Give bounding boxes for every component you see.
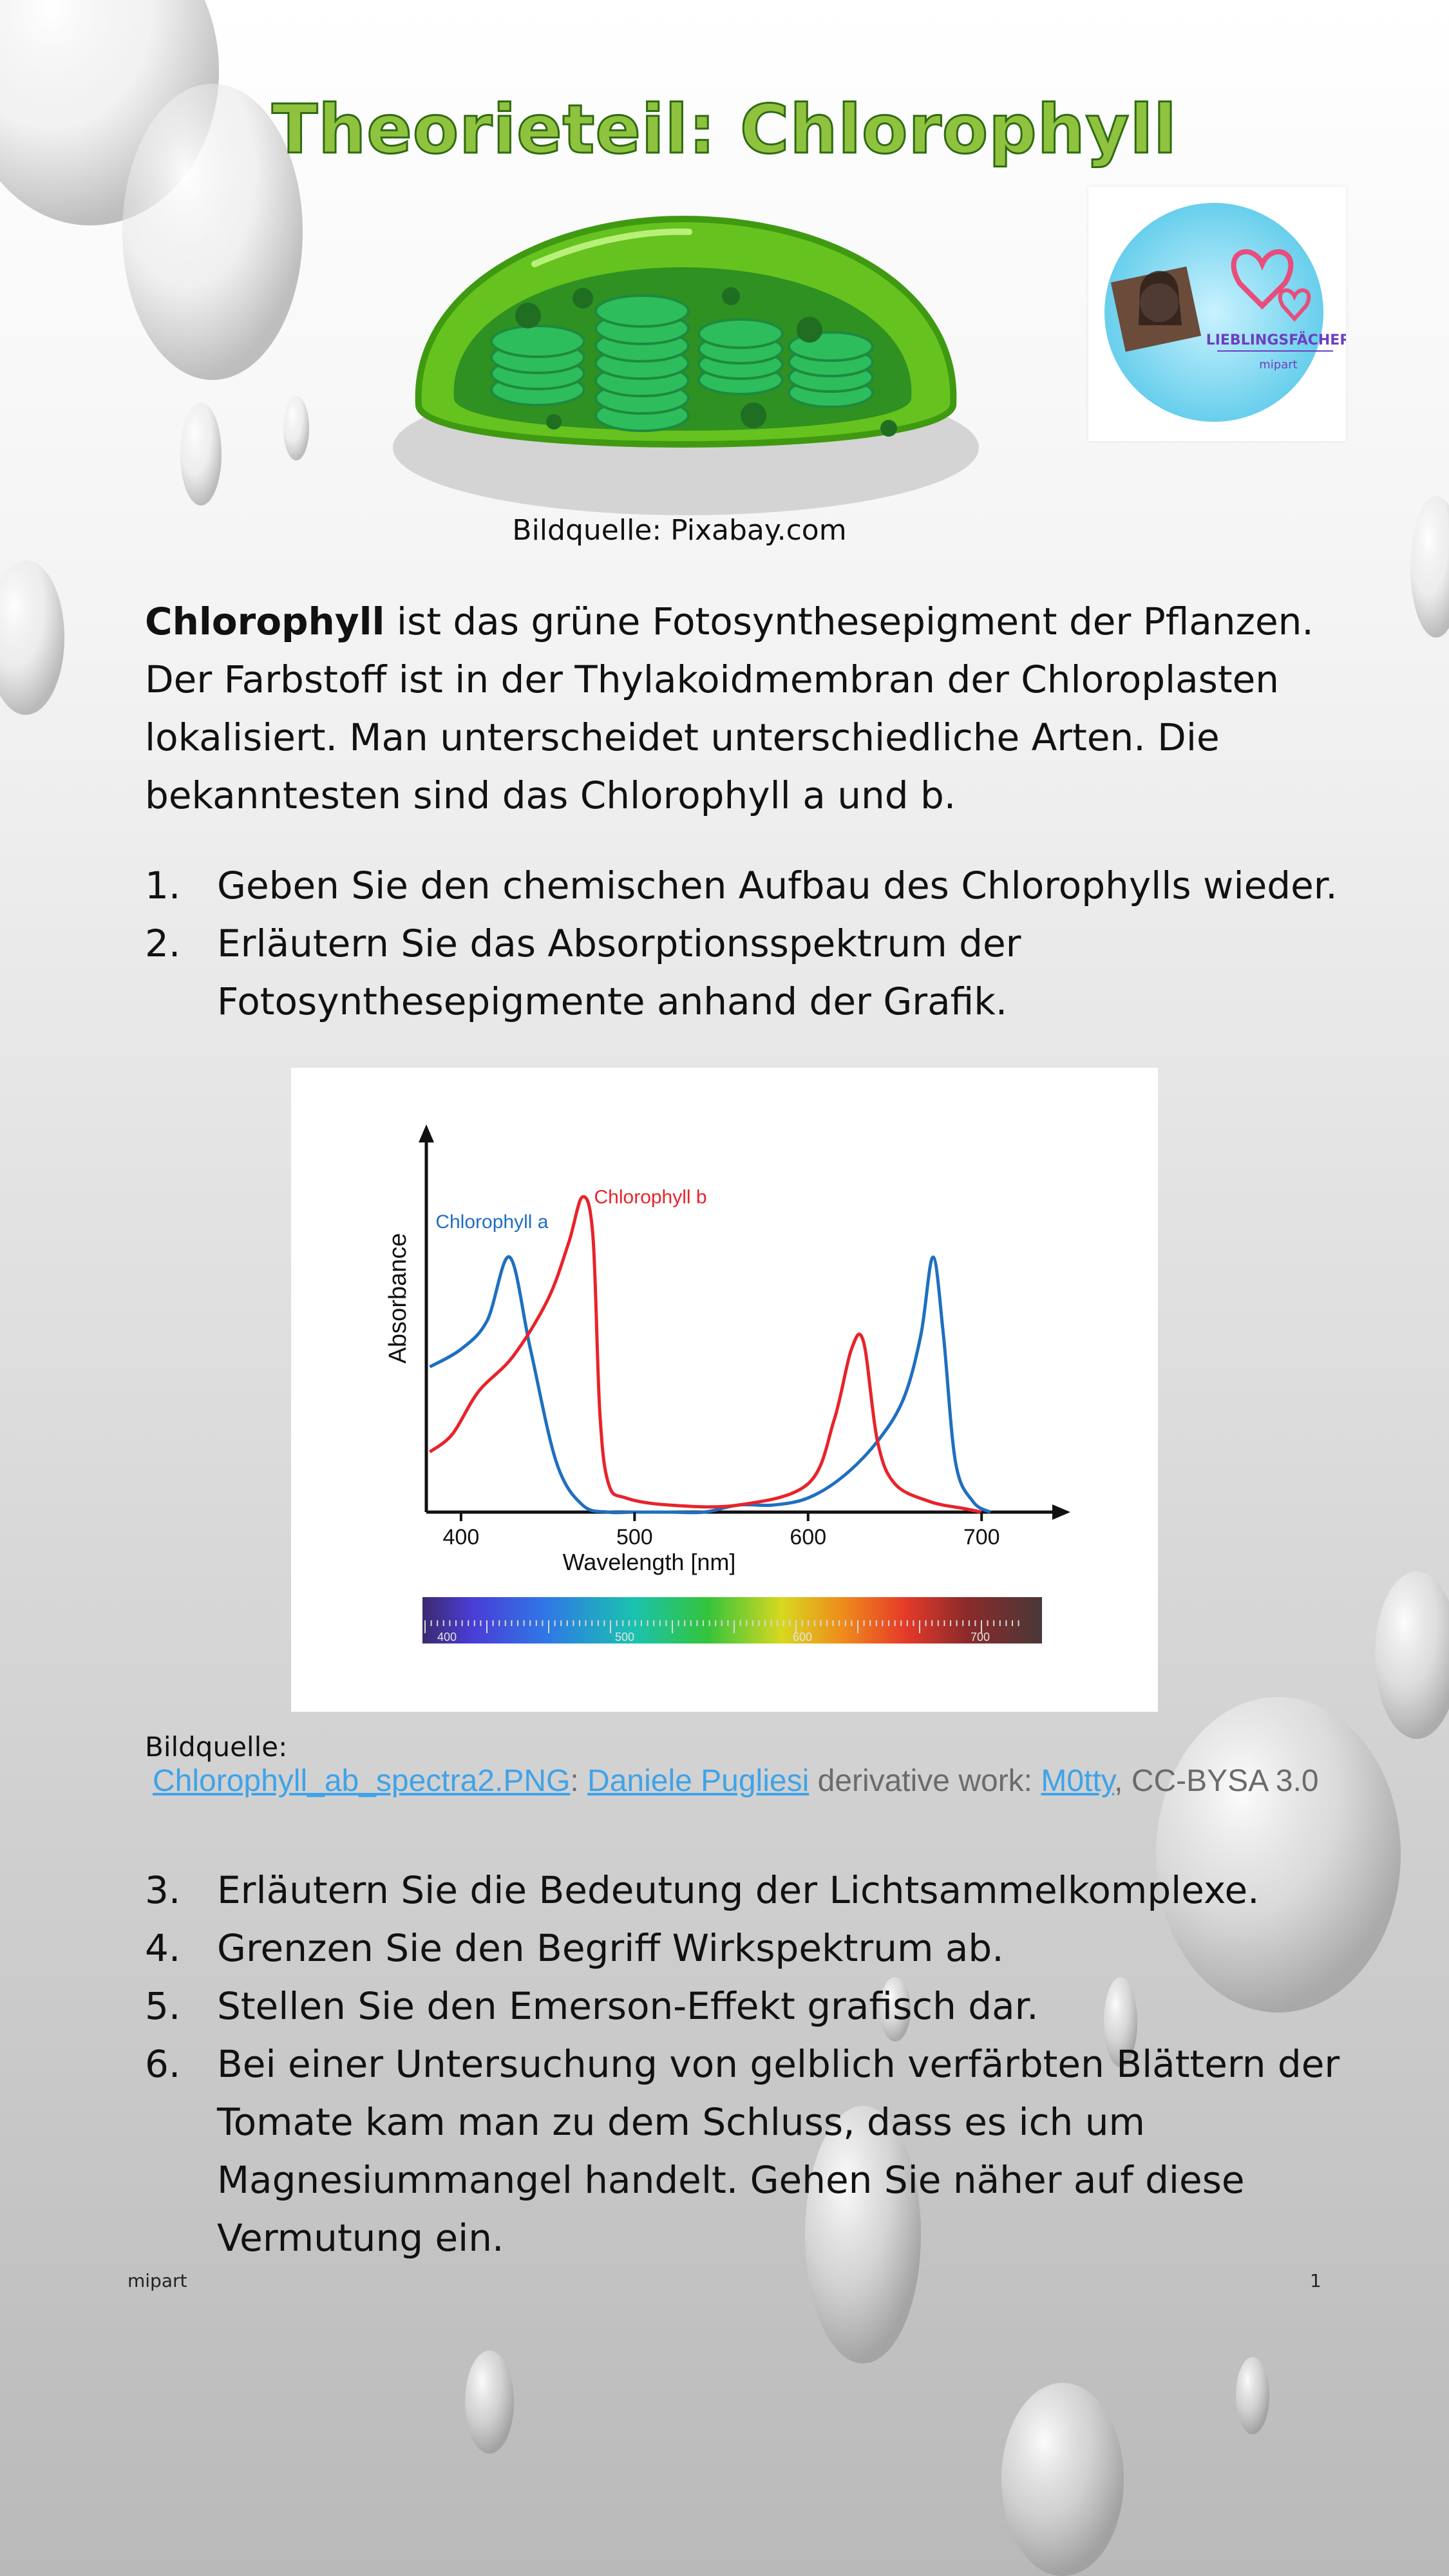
absorption-spectrum-figure [291, 1068, 1158, 1712]
image-source-label: Bildquelle: [145, 1731, 288, 1763]
task-text: Geben Sie den chemischen Aufbau des Chlorophylls wieder. [217, 864, 1338, 907]
chloroplast-illustration [386, 193, 985, 515]
page-title: Theorieteil: Chlorophyll [272, 90, 1177, 169]
task-text: Erläutern Sie das Absorptionsspektrum der Fotosynthesepigmente anhand der Grafik. [217, 922, 1021, 1023]
task-list-part1 [145, 857, 1433, 1030]
task-text: Bei einer Untersuchung von gelblich verfärbten Blättern der Tomate kam man zu dem Schluss, dass es ich um Magnesiummangel handelt. Gehen Sie näher auf diese Vermutung ein. [217, 2042, 1340, 2260]
chart-series [430, 1187, 990, 1513]
footer-author: mipart [128, 2270, 187, 2291]
x-tick-label: 600 [790, 1525, 827, 1549]
task-text: Stellen Sie den Emerson-Effekt grafisch dar. [217, 1984, 1039, 2028]
x-tick-label: 500 [616, 1525, 653, 1549]
source-link-derivative-author[interactable]: M0tty [1041, 1764, 1115, 1798]
task-text: Erläutern Sie die Bedeutung der Lichtsammelkomplexe. [217, 1868, 1260, 1912]
chart-axes [419, 1124, 1070, 1520]
series-label: Chlorophyll b [594, 1186, 707, 1208]
image-source-credit [153, 1763, 1319, 1799]
source-separator: : [570, 1764, 588, 1798]
task-item [145, 857, 1433, 914]
source-derivative-text: derivative work: [809, 1764, 1041, 1798]
series-line [430, 1197, 981, 1512]
task-item [145, 914, 1433, 1030]
intro-text: ist das grüne Fotosynthesepigment der Pflanzen. Der Farbstoff ist in der Thylakoidmembran der Chloroplasten lokalisiert. Man unterscheidet unterschiedliche Arten. Die bekanntesten sind das Chlorophyll a und b. [145, 600, 1314, 817]
task-number: 4. [145, 1926, 181, 1970]
task-number: 2. [145, 922, 181, 965]
spectrum-tick-label: 600 [792, 1631, 813, 1643]
lieblingsfaecher-logo [1088, 187, 1346, 441]
image-caption-pixabay: Bildquelle: Pixabay.com [512, 514, 847, 547]
logo-subtext: mipart [1259, 358, 1298, 372]
task-item [145, 1977, 1407, 2035]
y-axis-arrow [419, 1124, 434, 1142]
source-license: , CC-BYSA 3.0 [1114, 1764, 1319, 1798]
source-link-file[interactable]: Chlorophyll_ab_spectra2.PNG [153, 1764, 571, 1798]
x-tick-label: 700 [963, 1525, 1000, 1549]
spectrum-tick-label: 700 [970, 1631, 990, 1643]
task-text: Grenzen Sie den Begriff Wirkspektrum ab. [217, 1926, 1004, 1970]
intro-term: Chlorophyll [145, 600, 385, 643]
spectrum-tick-label: 400 [437, 1631, 457, 1643]
spectrum-tick-label: 500 [614, 1631, 635, 1643]
task-number: 3. [145, 1868, 181, 1912]
x-tick-label: 400 [442, 1525, 480, 1549]
y-axis-label: Absorbance [384, 1233, 412, 1364]
x-axis-label: Wavelength [nm] [562, 1549, 736, 1575]
task-item [145, 1861, 1407, 1919]
x-axis-arrow [1052, 1504, 1070, 1520]
absorption-spectrum-chart [291, 1068, 1158, 1712]
task-number: 1. [145, 864, 181, 907]
task-number: 5. [145, 1984, 181, 2028]
page-number: 1 [1310, 2270, 1321, 2291]
intro-paragraph [145, 592, 1388, 824]
color-spectrum-bar [422, 1597, 1042, 1643]
series-line [430, 1257, 990, 1513]
logo-card [1088, 187, 1346, 441]
task-number: 6. [145, 2042, 181, 2086]
source-link-author[interactable]: Daniele Pugliesi [587, 1764, 810, 1798]
task-item [145, 1919, 1407, 1977]
logo-text: LIEBLINGSFÄCHER [1206, 332, 1346, 348]
chart-ticks [443, 1512, 1000, 1549]
task-list-part2 [145, 1861, 1407, 2267]
task-item [145, 2035, 1407, 2267]
series-label: Chlorophyll a [435, 1211, 549, 1233]
